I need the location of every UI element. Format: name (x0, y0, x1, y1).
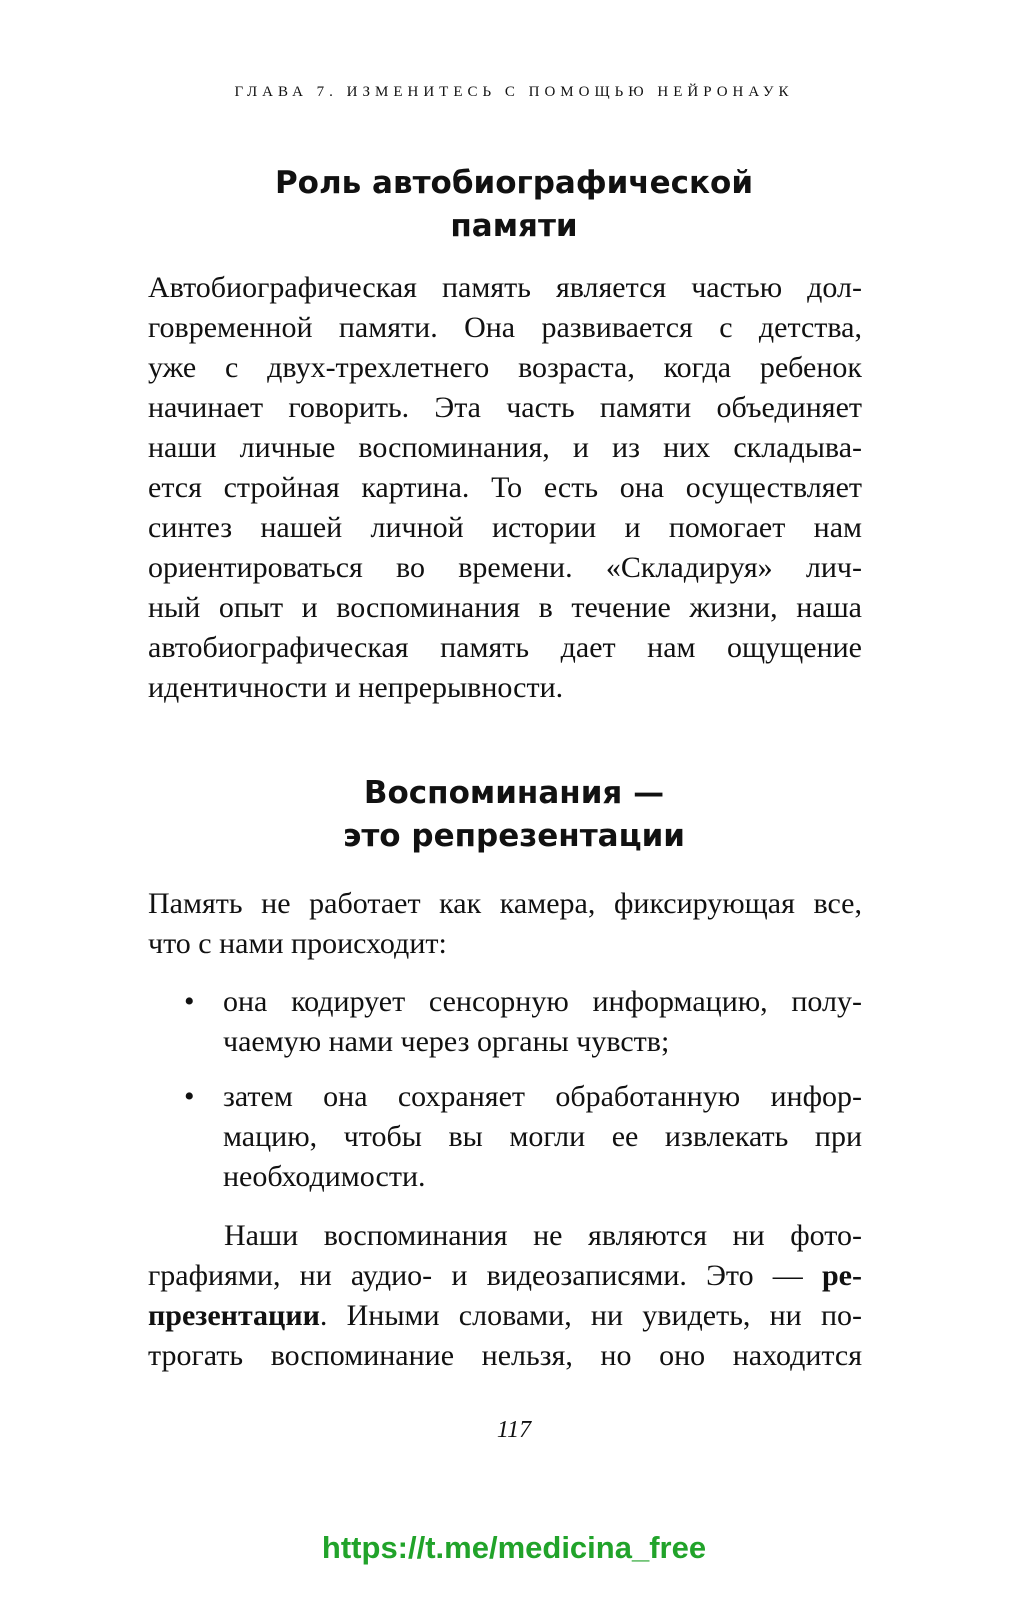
paragraph-line: уже с двух-трехлетнего возраста, когда ребенок (148, 351, 862, 384)
section-title-line: памяти (450, 208, 578, 244)
bullet-item (148, 1077, 862, 1197)
bullet-dot: • (184, 985, 195, 1018)
paragraph-line: что с нами происходит: (148, 927, 447, 960)
bold-term-part: презентации (148, 1299, 320, 1332)
section-title-autobiographical-memory (0, 162, 1028, 248)
section-title-memories-are-representations (0, 772, 1028, 858)
paragraph-line: Автобиографическая память является частью дол- (148, 271, 862, 304)
bullet-line: чаемую нами через органы чувств; (223, 1025, 670, 1058)
paragraph-line: синтез нашей личной истории и помогает нам (148, 511, 862, 544)
watermark-link[interactable]: https://t.me/medicina_free (321, 1530, 707, 1565)
paragraph-line: ется стройная картина. То есть она осуществляет (148, 471, 862, 504)
paragraph-line: говременной памяти. Она развивается с детства, (148, 311, 862, 344)
running-head: ГЛАВА 7. ИЗМЕНИТЕСЬ С ПОМОЩЬЮ НЕЙРОНАУК (234, 84, 794, 100)
bullet-list (148, 982, 862, 1212)
paragraph-memory-intro (148, 884, 862, 964)
bold-term-part: ре- (822, 1259, 862, 1292)
bullet-line: необходимости. (223, 1160, 426, 1193)
bullet-line: мацию, чтобы вы могли ее извлекать при (223, 1120, 862, 1153)
paragraph-autobiographical-memory (148, 268, 862, 708)
paragraph-line: Наши воспоминания не являются ни фото- (224, 1219, 862, 1252)
text-run: . Иными словами, ни увидеть, ни по- (319, 1299, 862, 1332)
paragraph-line: ориентироваться во времени. «Складируя» лич- (148, 551, 862, 584)
bullet-item (148, 982, 862, 1062)
bullet-line: она кодирует сенсорную информацию, полу- (223, 985, 862, 1018)
paragraph-line: Память не работает как камера, фиксирующая все, (148, 887, 862, 920)
paragraph-line (148, 1256, 862, 1296)
section-title-line: Роль автобиографической (274, 165, 754, 201)
paragraph-representations (148, 1216, 862, 1376)
paragraph-line: начинает говорить. Эта часть памяти объединяет (148, 391, 862, 424)
paragraph-line: ный опыт и воспоминания в течение жизни, наша (148, 591, 862, 624)
bullet-dot: • (184, 1080, 195, 1113)
section-title-line: Воспоминания — (363, 775, 665, 811)
page-number: 117 (496, 1417, 532, 1443)
text-run: графиями, ни аудио- и видеозаписями. Это — (148, 1259, 822, 1292)
paragraph-line: трогать воспоминание нельзя, но оно находится (148, 1339, 862, 1372)
paragraph-line: наши личные воспоминания, и из них складыва- (148, 431, 862, 464)
paragraph-line: автобиографическая память дает нам ощущение (148, 631, 862, 664)
paragraph-line: идентичности и непрерывности. (148, 671, 564, 704)
section-title-line: это репрезентации (342, 818, 686, 854)
paragraph-line (148, 1296, 862, 1336)
bullet-line: затем она сохраняет обработанную инфор- (223, 1080, 862, 1113)
